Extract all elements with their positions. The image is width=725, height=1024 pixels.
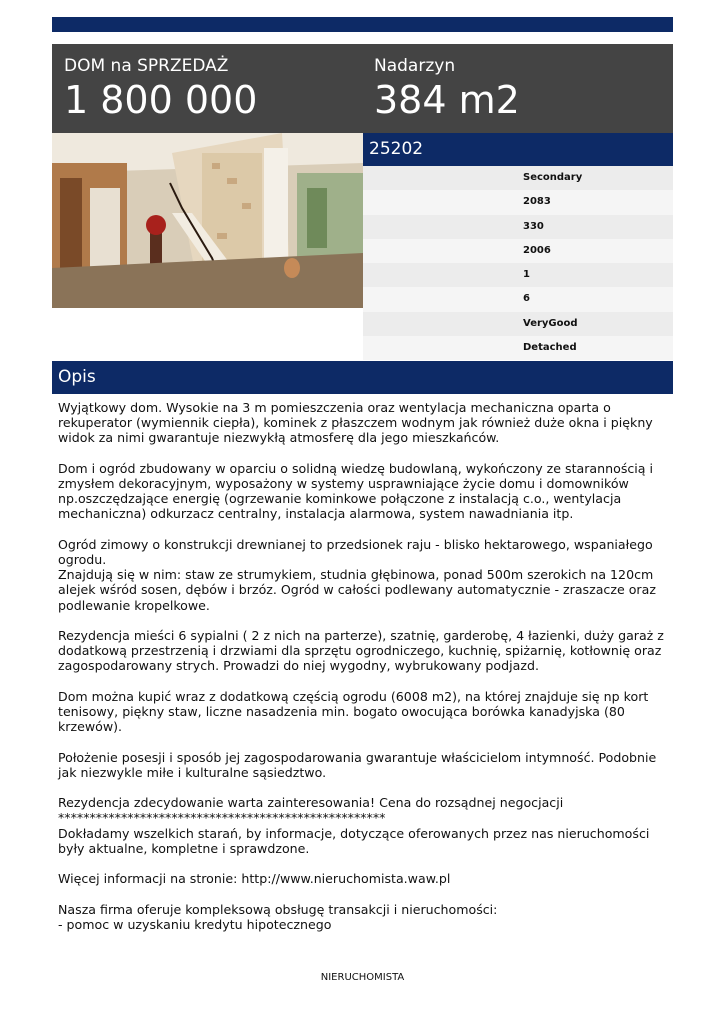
area-value: 384 m2 — [374, 78, 520, 122]
header-left — [64, 56, 257, 122]
reference-number: 25202 — [369, 139, 424, 159]
property-row-building-type — [363, 336, 673, 360]
property-row-usable — [363, 215, 673, 239]
property-value: Secondary — [523, 172, 583, 183]
property-row-condition — [363, 312, 673, 336]
description-header — [52, 361, 673, 394]
price: 1 800 000 — [64, 78, 258, 122]
property-value: 1 — [523, 269, 530, 281]
footer-brand: NIERUCHOMISTA — [320, 972, 405, 983]
top-accent-bar — [52, 17, 673, 32]
header-right — [374, 56, 520, 122]
description-title: Opis — [58, 367, 96, 387]
property-row-lot — [363, 190, 673, 214]
property-type-label: DOM na SPRZEDAŻ — [64, 56, 229, 76]
property-row-year — [363, 239, 673, 263]
property-row-rooms — [363, 287, 673, 311]
property-photo — [52, 133, 363, 308]
property-value: VeryGood — [523, 317, 578, 329]
property-row-floors — [363, 263, 673, 287]
property-details-table — [363, 166, 673, 360]
property-value: 6 — [523, 293, 530, 305]
listing-header — [52, 44, 673, 133]
property-value: 330 — [523, 220, 544, 232]
property-value: 2083 — [523, 196, 551, 208]
description-text: Wyjątkowy dom. Wysokie na 3 m pomieszczenia oraz wentylacja mechaniczna oparta o rekuperator (wymiennik ciepła), kominek z płaszczem wodnym jak również duże okna i piękny widok za nimi gwarantuje niezwykłą atmosferę dla jego mieszkańców. Dom i ogród zbudowany w oparciu o solidną wiedzę budowlaną, wykończony ze starannością i zmysłem dekoracyjnym, wyposażony w systemy usprawniające życie domu i domowników np.oszczędzające energię (ogrzewanie kominkowe połączone z instalacją c.o., wentylacja mechaniczna) odkurzacz centralny, instalacja alarmowa, system nawadniania itp. Ogród zimowy o konstrukcji drewnianej to przedsionek raju - blisko hektarowego, wspaniałego ogrodu. Znajdują się w nim: staw ze strumykiem, studnia głębinowa, ponad 500m szerokich na 120cm alejek wśród sosen, dębów i brzóz. Ogród w całości podlewany automatycznie - zraszacze oraz podlewanie kropelkowe. Rezydencja mieści 6 sypialni ( 2 z nich na parterze), szatnię, garderobę, 4 łazienki, duży garaż z dodatkową przestrzenią i drzwiami dla sprzętu ogrodniczego, kuchnię, spiżarnię, kotłownię oraz zagospodarowany strych. Prowadzi do niej wygodny, wybrukowany podjazd. Dom można kupić wraz z dodatkową częścią ogrodu (6008 m2), na której znajduje się np kort tenisowy, piękny staw, liczne nasadzenia min. bogato owocująca borówka kanadyjska (80 krzewów). Położenie posesji i sposób jej zagospodarowania gwarantuje właścicielom intymność. Podobnie jak niezwykle miłe i kulturalne sąsiedztwo. Rezydencja zdecydowanie warta zainteresowania! Cena do rozsądnej negocjacji **************************************************** Dokładamy wszelkich starań, by informacje, dotyczące oferowanych przez nas nieruchomości były aktualne, kompletne i sprawdzone. Więcej informacji na stronie: http://www.nieruchomista.waw.pl Nasza firma oferuje kompleksową obsługę transakcji i nieruchomości: - pomoc w uzyskaniu kredytu hipotecznego — [58, 400, 664, 932]
property-value: Detached — [523, 342, 577, 354]
interior-photo-illustration — [52, 133, 363, 308]
property-value: 2006 — [523, 244, 551, 256]
property-row-market — [363, 166, 673, 190]
city-label: Nadarzyn — [374, 56, 456, 76]
reference-bar — [363, 133, 673, 166]
